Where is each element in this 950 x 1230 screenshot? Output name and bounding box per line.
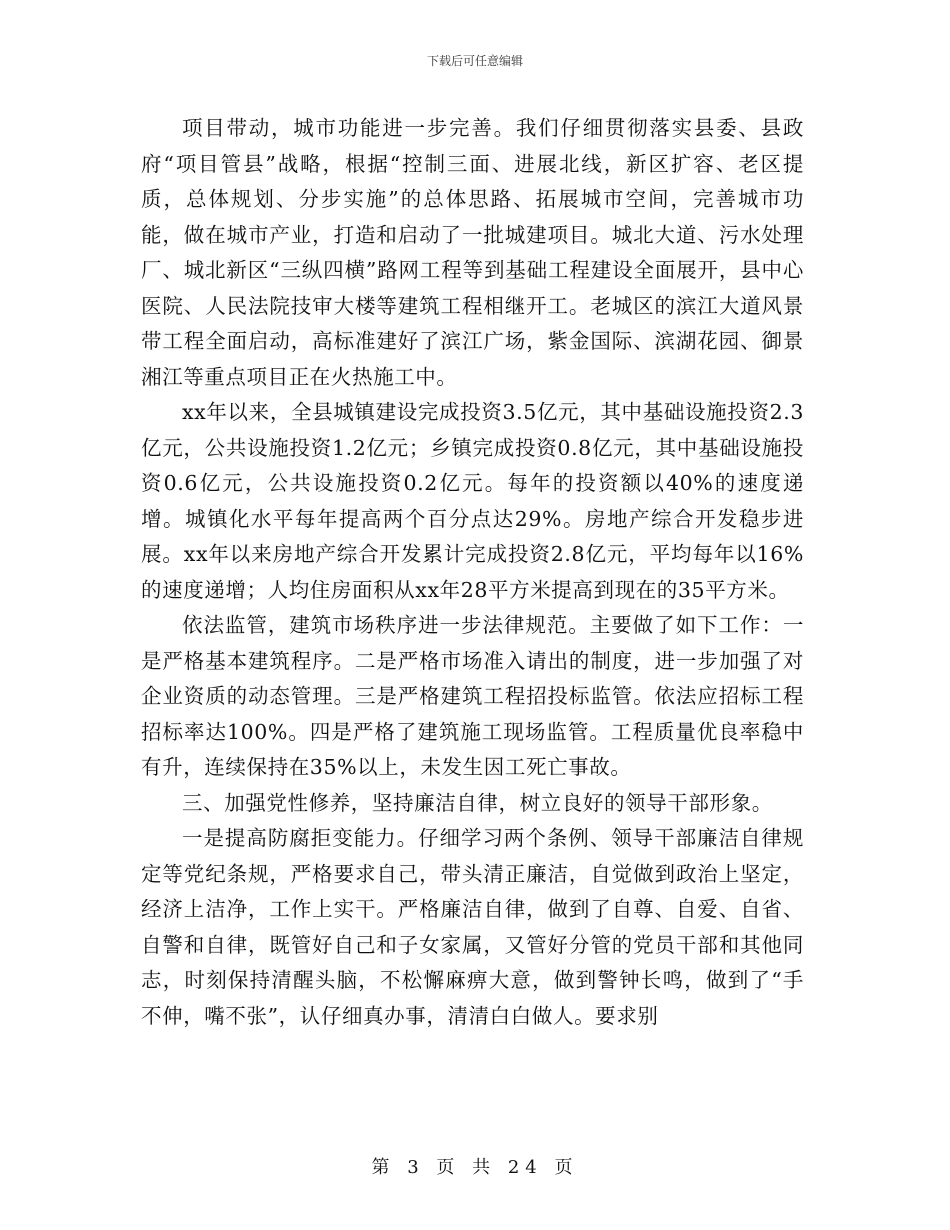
paragraph-anti-corruption: 一是提高防腐拒变能力。仔细学习两个条例、领导干部廉洁自律规定等党纪条规，严格要求自己，带头清正廉洁，自觉做到政治上坚定，经济上洁净，工作上实干。严格廉洁自律，做到了自尊、自爱、自省、自警和自律，既管好自己和子女家属，又管好分管的党员干部和其他同志，时刻保持清醒头脑，不松懈麻痹大意，做到警钟长鸣，做到了“手不伸，嘴不张”，认仔细真办事，清清白白做人。要求别 (141, 826, 804, 1028)
section-heading-party-discipline: 三、加强党性修养，坚持廉洁自律，树立良好的领导干部形象。 (182, 790, 773, 815)
paragraph-investment-figures: xx年以来，全县城镇建设完成投资3.5亿元，其中基础设施投资2.3亿元，公共设施投资1.2亿元；乡镇完成投资0.8亿元，其中基础设施投资0.6亿元，公共设施投资0.2亿元。每年的投资额以40%的速度递增。城镇化水平每年提高两个百分点达29%。房地产综合开发稳步进展。xx年以来房地产综合开发累计完成投资2.8亿元，平均每年以16%的速度递增；人均住房面积从xx年28平方米提高到现在的35平方米。 (141, 400, 804, 602)
paragraph-market-supervision: 依法监管，建筑市场秩序进一步法律规范。主要做了如下工作：一是严格基本建筑程序。二是严格市场准入请出的制度，进一步加强了对企业资质的动态管理。三是严格建筑工程招投标监管。依法应招标工程招标率达100%。四是严格了建筑施工现场监管。工程质量优良率稳中有升，连续保持在35%以上，未发生因工死亡事故。 (141, 613, 804, 779)
page-number-footer: 第 3 页 共 24 页 (371, 1157, 579, 1178)
paragraph-project-driven: 项目带动，城市功能进一步完善。我们仔细贯彻落实县委、县政府“项目管县”战略，根据“控制三面、进展北线，新区扩容、老区提质，总体规划、分步实施”的总体思路、拓展城市空间，完善城市功能，做在城市产业，打造和启动了一批城建项目。城北大道、污水处理厂、城北新区“三纵四横”路网工程等到基础工程建设全面展开，县中心医院、人民法院技审大楼等建筑工程相继开工。老城区的滨江大道风景带工程全面启动，高标准建好了滨江广场，紫金国际、滨湖花园、御景湘江等重点项目正在火热施工中。 (141, 116, 804, 389)
document-body (141, 111, 804, 1034)
page-header-note: 下载后可任意编辑 (426, 54, 523, 68)
